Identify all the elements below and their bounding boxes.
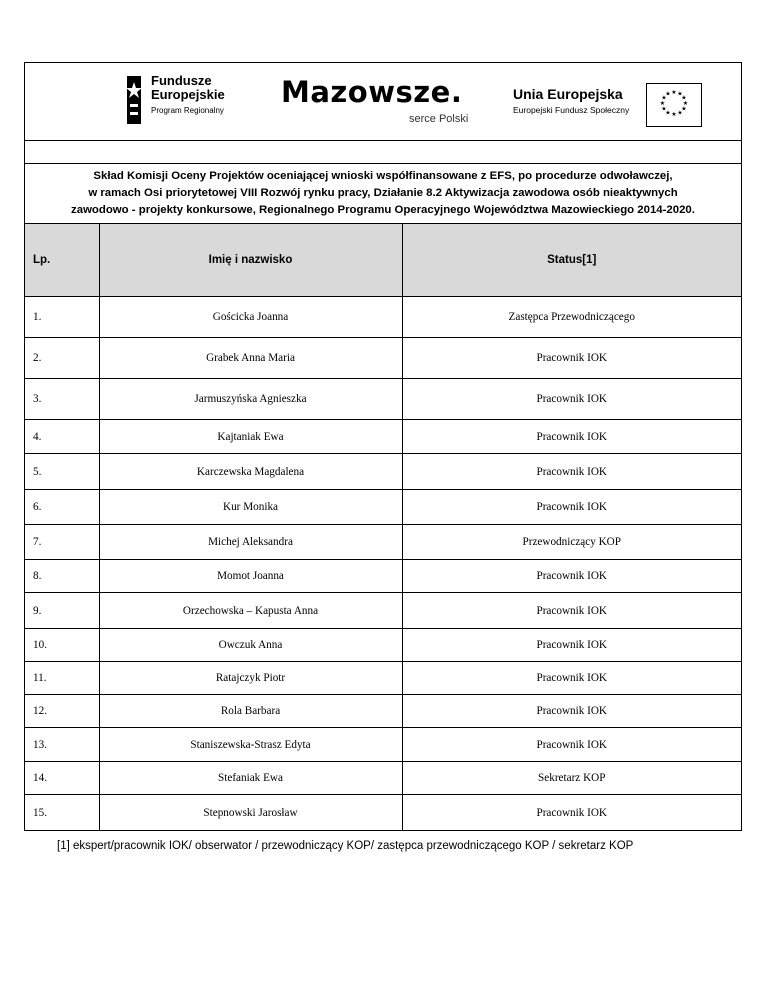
eu-flag-icon	[646, 83, 702, 127]
member-status: Pracownik IOK	[402, 379, 741, 420]
member-name: Rola Barbara	[99, 695, 402, 728]
member-status: Pracownik IOK	[402, 454, 741, 490]
member-name: Kur Monika	[99, 490, 402, 525]
table-row	[25, 762, 741, 795]
document-frame	[24, 62, 742, 831]
row-number: 9.	[25, 593, 99, 629]
svg-text:★: ★	[661, 94, 667, 102]
row-number: 6.	[25, 490, 99, 525]
title-line-2: w ramach Osi priorytetowej VIII Rozwój rynku pracy, Działanie 8.2 Aktywizacja zawodowa osób nieaktywnych	[88, 187, 678, 199]
member-status: Pracownik IOK	[402, 695, 741, 728]
svg-text:★: ★	[665, 90, 671, 98]
table-row	[25, 629, 741, 662]
svg-text:★: ★	[681, 94, 687, 102]
table-row	[25, 593, 741, 629]
table-row	[25, 420, 741, 454]
member-name: Gościcka Joanna	[99, 297, 402, 338]
row-number: 7.	[25, 525, 99, 560]
table-row	[25, 490, 741, 525]
svg-text:★: ★	[671, 89, 677, 96]
fe-line1: Fundusze	[151, 73, 212, 88]
row-number: 4.	[25, 420, 99, 454]
table-row	[25, 662, 741, 695]
row-number: 5.	[25, 454, 99, 490]
row-number: 2.	[25, 338, 99, 379]
member-name: Orzechowska – Kapusta Anna	[99, 593, 402, 629]
spacer-row	[25, 141, 741, 164]
table-row	[25, 379, 741, 420]
row-number: 8.	[25, 560, 99, 593]
fe-star-icon	[121, 74, 147, 126]
title-line-3: zawodowo - projekty konkursowe, Regionalnego Programu Operacyjnego Województwa Mazowieckiego 2014-2020.	[71, 204, 695, 216]
svg-text:★: ★	[681, 105, 687, 113]
committee-table	[25, 224, 741, 831]
fundusze-europejskie-logo	[121, 74, 225, 126]
member-name: Karczewska Magdalena	[99, 454, 402, 490]
member-name: Stefaniak Ewa	[99, 762, 402, 795]
member-name: Jarmuszyńska Agnieszka	[99, 379, 402, 420]
header-lp: Lp.	[25, 224, 99, 297]
row-number: 11.	[25, 662, 99, 695]
member-status: Przewodniczący KOP	[402, 525, 741, 560]
ue-logo-text	[513, 86, 629, 115]
title-line-1: Skład Komisji Oceny Projektów oceniającej wnioski współfinansowane z EFS, po procedurze odwoławczej,	[93, 170, 673, 182]
row-number: 3.	[25, 379, 99, 420]
header-status: Status[1]	[402, 224, 741, 297]
mazowsze-text: Mazowsze.	[281, 75, 463, 109]
row-number: 12.	[25, 695, 99, 728]
member-name: Grabek Anna Maria	[99, 338, 402, 379]
member-name: Michej Aleksandra	[99, 525, 402, 560]
member-status: Pracownik IOK	[402, 420, 741, 454]
table-header-row	[25, 224, 741, 297]
svg-text:★: ★	[677, 90, 683, 98]
member-status: Pracownik IOK	[402, 795, 741, 831]
member-status: Sekretarz KOP	[402, 762, 741, 795]
ue-line2: Europejski Fundusz Społeczny	[513, 105, 630, 115]
member-name: Momot Joanna	[99, 560, 402, 593]
table-row	[25, 695, 741, 728]
member-name: Staniszewska-Strasz Edyta	[99, 728, 402, 762]
fe-line2: Europejskie	[151, 87, 225, 102]
ue-line1: Unia Europejska	[513, 86, 623, 102]
member-status: Pracownik IOK	[402, 593, 741, 629]
svg-text:★: ★	[682, 100, 689, 107]
member-status: Pracownik IOK	[402, 490, 741, 525]
table-row	[25, 525, 741, 560]
svg-text:★: ★	[661, 105, 667, 113]
svg-text:★: ★	[665, 109, 671, 117]
table-row	[25, 795, 741, 831]
table-row	[25, 454, 741, 490]
document-title	[25, 164, 741, 224]
row-number: 14.	[25, 762, 99, 795]
member-status: Pracownik IOK	[402, 629, 741, 662]
svg-text:★: ★	[659, 100, 666, 107]
fe-line3: Program Regionalny	[151, 106, 224, 115]
table-row	[25, 338, 741, 379]
logo-bar	[25, 62, 741, 141]
table-body	[25, 297, 741, 831]
member-name: Ratajczyk Piotr	[99, 662, 402, 695]
svg-text:★: ★	[677, 109, 683, 117]
member-status: Pracownik IOK	[402, 662, 741, 695]
svg-text:★: ★	[671, 111, 677, 118]
footnote: [1] ekspert/pracownik IOK/ obserwator / przewodniczący KOP/ zastępca przewodniczącego KOP / sekretarz KOP	[57, 840, 634, 852]
member-status: Pracownik IOK	[402, 728, 741, 762]
member-name: Kajtaniak Ewa	[99, 420, 402, 454]
row-number: 10.	[25, 629, 99, 662]
member-status: Pracownik IOK	[402, 560, 741, 593]
mazowsze-logo	[281, 75, 469, 125]
table-row	[25, 728, 741, 762]
row-number: 1.	[25, 297, 99, 338]
header-name: Imię i nazwisko	[99, 224, 402, 297]
member-status: Zastępca Przewodniczącego	[402, 297, 741, 338]
row-number: 15.	[25, 795, 99, 831]
mazowsze-sub: serce Polski	[409, 113, 469, 125]
row-number: 13.	[25, 728, 99, 762]
member-name: Stepnowski Jarosław	[99, 795, 402, 831]
table-row	[25, 297, 741, 338]
table-row	[25, 560, 741, 593]
member-name: Owczuk Anna	[99, 629, 402, 662]
member-status: Pracownik IOK	[402, 338, 741, 379]
